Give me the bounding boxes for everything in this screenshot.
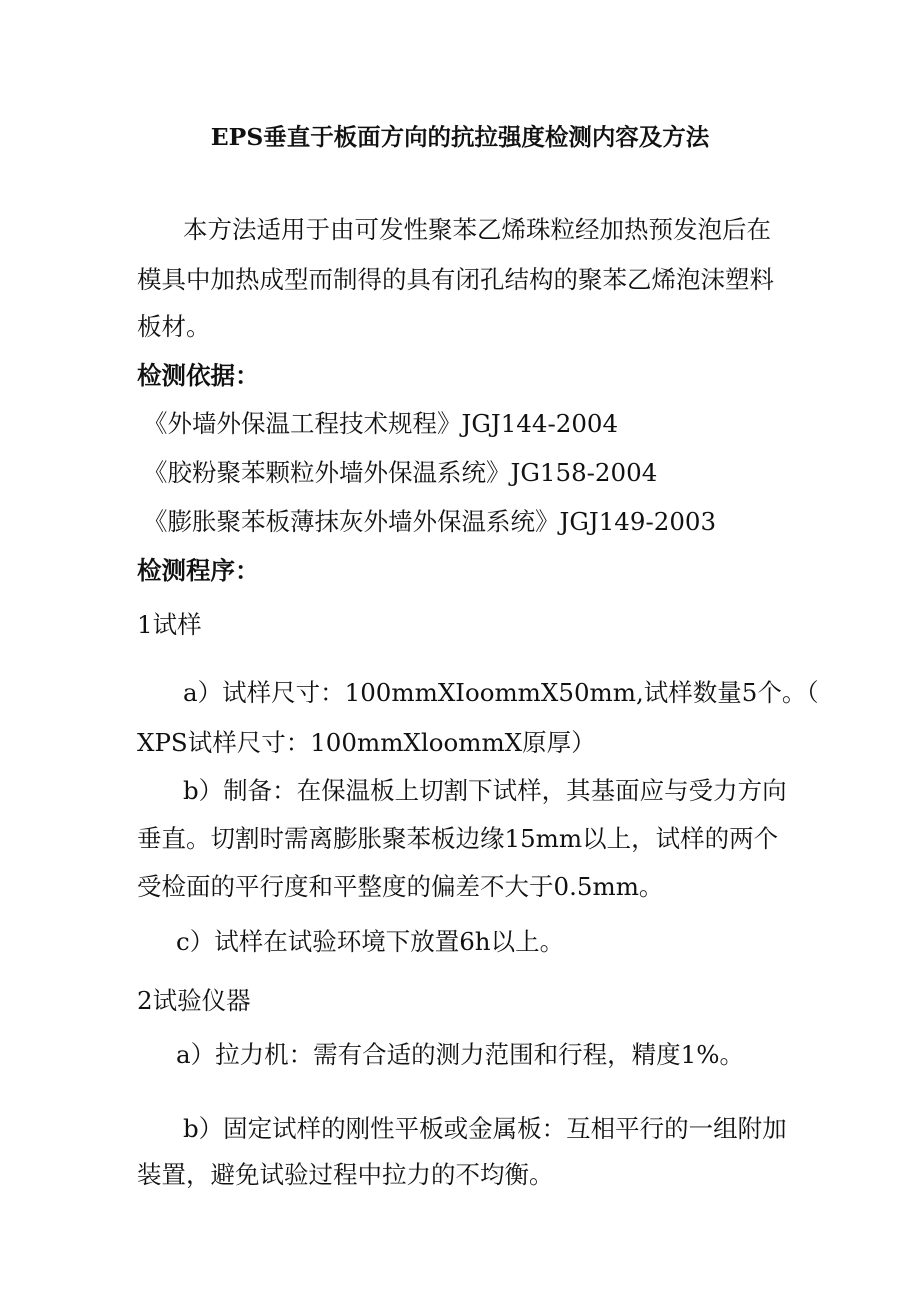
section-1-a-line-1: a）试样尺寸：100mmXIoommX50mm,试样数量5个。（	[183, 678, 819, 707]
section-1-b-line-3: 受检面的平行度和平整度的偏差不大于0.5mm。	[137, 872, 664, 901]
basis-item-2: 《胶粉聚苯颗粒外墙外保温系统》JG158-2004	[143, 458, 658, 487]
basis-item-1: 《外墙外保温工程技术规程》JGJ144-2004	[143, 409, 619, 438]
procedure-heading: 检测程序：	[137, 556, 260, 585]
section-2-heading: 2试验仪器	[137, 986, 251, 1015]
section-2-b-line-2: 装置，避免试验过程中拉力的不均衡。	[137, 1160, 554, 1189]
intro-line-1: 本方法适用于由可发性聚苯乙烯珠粒经加热预发泡后在	[183, 215, 771, 244]
document-title: EPS垂直于板面方向的抗拉强度检测内容及方法	[210, 123, 710, 151]
section-1-b-line-1: b）制备：在保温板上切割下试样，其基面应与受力方向	[183, 776, 787, 805]
intro-line-3: 板材。	[137, 312, 211, 341]
section-2-b-line-1: b）固定试样的刚性平板或金属板：互相平行的一组附加	[183, 1114, 787, 1143]
section-2-a: a）拉力机：需有合适的测力范围和行程，精度1%。	[176, 1040, 744, 1069]
intro-line-2: 模具中加热成型而制得的具有闭孔结构的聚苯乙烯泡沫塑料	[137, 265, 774, 294]
section-1-c: c）试样在试验环境下放置6h以上。	[176, 927, 565, 956]
basis-item-3: 《膨胀聚苯板薄抹灰外墙外保温系统》JGJ149-2003	[143, 507, 717, 536]
basis-heading: 检测依据：	[137, 361, 260, 390]
section-1-a-line-2: XPS试样尺寸：100mmXloommX原厚）	[137, 728, 596, 757]
section-1-b-line-2: 垂直。切割时需离膨胀聚苯板边缘15mm以上，试样的两个	[137, 824, 779, 853]
section-1-heading: 1试样	[137, 610, 202, 639]
